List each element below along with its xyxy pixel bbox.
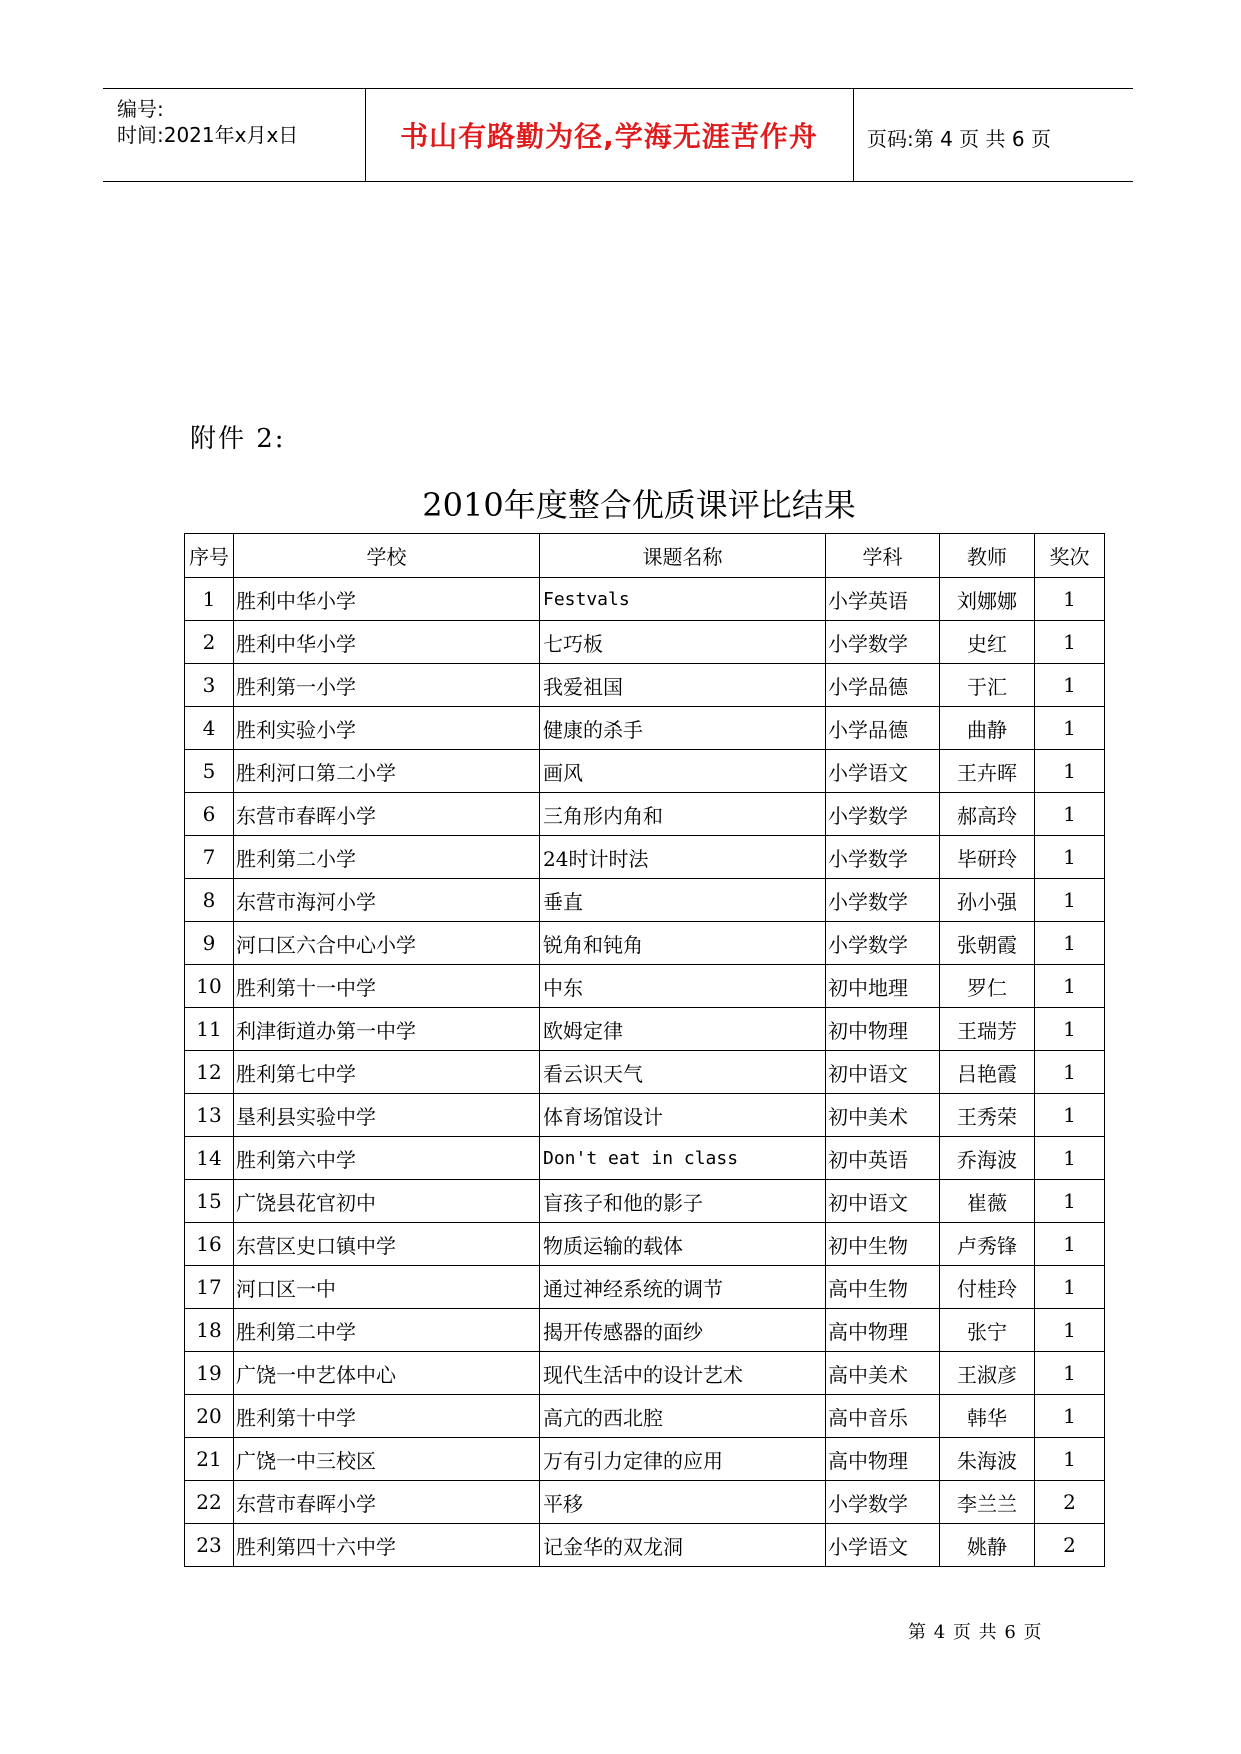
cell-topic: 万有引力定律的应用 <box>540 1438 826 1481</box>
cell-school: 广饶县花官初中 <box>234 1180 540 1223</box>
cell-topic: 垂直 <box>540 879 826 922</box>
cell-subject: 小学数学 <box>826 836 940 879</box>
header-award: 奖次 <box>1035 534 1105 578</box>
cell-topic: 七巧板 <box>540 621 826 664</box>
cell-teacher: 刘娜娜 <box>940 578 1035 621</box>
cell-teacher: 吕艳霞 <box>940 1051 1035 1094</box>
cell-topic: 我爱祖国 <box>540 664 826 707</box>
cell-subject: 初中语文 <box>826 1051 940 1094</box>
table-row <box>185 1051 1105 1094</box>
cell-no: 21 <box>185 1438 234 1481</box>
cell-teacher: 韩华 <box>940 1395 1035 1438</box>
cell-award: 1 <box>1035 664 1105 707</box>
cell-topic: 体育场馆设计 <box>540 1094 826 1137</box>
cell-no: 13 <box>185 1094 234 1137</box>
cell-topic: 现代生活中的设计艺术 <box>540 1352 826 1395</box>
cell-no: 7 <box>185 836 234 879</box>
cell-school: 胜利第二中学 <box>234 1309 540 1352</box>
cell-school: 胜利实验小学 <box>234 707 540 750</box>
table-row <box>185 1352 1105 1395</box>
cell-teacher: 张宁 <box>940 1309 1035 1352</box>
cell-school: 胜利河口第二小学 <box>234 750 540 793</box>
cell-award: 1 <box>1035 750 1105 793</box>
cell-topic: 盲孩子和他的影子 <box>540 1180 826 1223</box>
cell-no: 5 <box>185 750 234 793</box>
cell-award: 1 <box>1035 1137 1105 1180</box>
header-motto: 书山有路勤为径,学海无涯苦作舟 <box>400 120 818 153</box>
table-row <box>185 1008 1105 1051</box>
cell-award: 1 <box>1035 1094 1105 1137</box>
table-row <box>185 621 1105 664</box>
table-row <box>185 664 1105 707</box>
table-row <box>185 578 1105 621</box>
cell-topic: 中东 <box>540 965 826 1008</box>
cell-teacher: 郝高玲 <box>940 793 1035 836</box>
cell-award: 1 <box>1035 1352 1105 1395</box>
cell-no: 16 <box>185 1223 234 1266</box>
cell-no: 18 <box>185 1309 234 1352</box>
cell-teacher: 崔薇 <box>940 1180 1035 1223</box>
header-page-cell <box>853 89 1133 181</box>
table-row <box>185 836 1105 879</box>
cell-teacher: 于汇 <box>940 664 1035 707</box>
cell-teacher: 张朝霞 <box>940 922 1035 965</box>
table-row <box>185 1094 1105 1137</box>
cell-no: 17 <box>185 1266 234 1309</box>
cell-teacher: 王瑞芳 <box>940 1008 1035 1051</box>
cell-award: 1 <box>1035 1008 1105 1051</box>
cell-no: 19 <box>185 1352 234 1395</box>
cell-school: 胜利第十中学 <box>234 1395 540 1438</box>
table-row <box>185 1309 1105 1352</box>
cell-subject: 小学语文 <box>826 1524 940 1567</box>
cell-no: 6 <box>185 793 234 836</box>
cell-teacher: 史红 <box>940 621 1035 664</box>
cell-award: 2 <box>1035 1524 1105 1567</box>
cell-topic: 揭开传感器的面纱 <box>540 1309 826 1352</box>
cell-no: 9 <box>185 922 234 965</box>
cell-no: 22 <box>185 1481 234 1524</box>
table-row <box>185 922 1105 965</box>
cell-school: 胜利第一小学 <box>234 664 540 707</box>
cell-award: 1 <box>1035 1051 1105 1094</box>
header-topic: 课题名称 <box>540 534 826 578</box>
results-table <box>184 533 1105 1567</box>
cell-topic: 画风 <box>540 750 826 793</box>
cell-school: 胜利第七中学 <box>234 1051 540 1094</box>
table-row <box>185 1223 1105 1266</box>
cell-no: 20 <box>185 1395 234 1438</box>
cell-topic: 24时计时法 <box>540 836 826 879</box>
table-row <box>185 1266 1105 1309</box>
cell-school: 胜利第十一中学 <box>234 965 540 1008</box>
table-row <box>185 879 1105 922</box>
cell-no: 10 <box>185 965 234 1008</box>
cell-subject: 小学语文 <box>826 750 940 793</box>
cell-school: 广饶一中三校区 <box>234 1438 540 1481</box>
cell-subject: 初中生物 <box>826 1223 940 1266</box>
cell-topic: 平移 <box>540 1481 826 1524</box>
table-row <box>185 1180 1105 1223</box>
cell-school: 东营市海河小学 <box>234 879 540 922</box>
cell-topic: 高亢的西北腔 <box>540 1395 826 1438</box>
cell-school: 胜利第六中学 <box>234 1137 540 1180</box>
cell-teacher: 罗仁 <box>940 965 1035 1008</box>
cell-award: 1 <box>1035 793 1105 836</box>
cell-subject: 小学品德 <box>826 707 940 750</box>
cell-school: 利津街道办第一中学 <box>234 1008 540 1051</box>
cell-no: 2 <box>185 621 234 664</box>
table-body <box>185 578 1105 1567</box>
cell-no: 12 <box>185 1051 234 1094</box>
cell-school: 胜利第二小学 <box>234 836 540 879</box>
cell-award: 1 <box>1035 1266 1105 1309</box>
cell-award: 1 <box>1035 1395 1105 1438</box>
cell-subject: 高中物理 <box>826 1309 940 1352</box>
cell-subject: 小学数学 <box>826 793 940 836</box>
header-info-cell <box>103 89 366 181</box>
header-teacher: 教师 <box>940 534 1035 578</box>
cell-no: 15 <box>185 1180 234 1223</box>
page-header <box>103 88 1133 182</box>
cell-no: 23 <box>185 1524 234 1567</box>
cell-topic: 记金华的双龙洞 <box>540 1524 826 1567</box>
table-row <box>185 965 1105 1008</box>
cell-award: 1 <box>1035 922 1105 965</box>
cell-teacher: 孙小强 <box>940 879 1035 922</box>
cell-teacher: 付桂玲 <box>940 1266 1035 1309</box>
cell-teacher: 王淑彦 <box>940 1352 1035 1395</box>
cell-award: 1 <box>1035 1223 1105 1266</box>
cell-school: 胜利中华小学 <box>234 621 540 664</box>
cell-teacher: 朱海波 <box>940 1438 1035 1481</box>
cell-topic: 看云识天气 <box>540 1051 826 1094</box>
attachment-label: 附件 2: <box>190 424 286 454</box>
table-row <box>185 707 1105 750</box>
cell-topic: Festvals <box>540 578 826 621</box>
cell-award: 1 <box>1035 1309 1105 1352</box>
cell-topic: 健康的杀手 <box>540 707 826 750</box>
cell-topic: 物质运输的载体 <box>540 1223 826 1266</box>
cell-award: 1 <box>1035 1180 1105 1223</box>
table-row <box>185 1137 1105 1180</box>
cell-teacher: 毕研玲 <box>940 836 1035 879</box>
cell-subject: 小学品德 <box>826 664 940 707</box>
cell-award: 1 <box>1035 836 1105 879</box>
header-school: 学校 <box>234 534 540 578</box>
header-subject: 学科 <box>826 534 940 578</box>
cell-teacher: 姚静 <box>940 1524 1035 1567</box>
cell-teacher: 卢秀锋 <box>940 1223 1035 1266</box>
cell-award: 1 <box>1035 578 1105 621</box>
cell-subject: 小学数学 <box>826 879 940 922</box>
cell-subject: 小学数学 <box>826 1481 940 1524</box>
cell-subject: 高中物理 <box>826 1438 940 1481</box>
table-row <box>185 1395 1105 1438</box>
cell-award: 1 <box>1035 879 1105 922</box>
document-title: 2010年度整合优质课评比结果 <box>422 486 856 524</box>
cell-subject: 小学数学 <box>826 621 940 664</box>
cell-award: 1 <box>1035 965 1105 1008</box>
cell-subject: 初中英语 <box>826 1137 940 1180</box>
cell-topic: 锐角和钝角 <box>540 922 826 965</box>
cell-school: 河口区六合中心小学 <box>234 922 540 965</box>
table-row <box>185 750 1105 793</box>
table-row <box>185 1481 1105 1524</box>
cell-school: 东营市春晖小学 <box>234 1481 540 1524</box>
cell-teacher: 王秀荣 <box>940 1094 1035 1137</box>
cell-no: 3 <box>185 664 234 707</box>
table-row <box>185 793 1105 836</box>
table-row <box>185 1524 1105 1567</box>
header-page-info: 页码:第 4 页 共 6 页 <box>867 127 1051 151</box>
cell-award: 1 <box>1035 621 1105 664</box>
cell-school: 胜利第四十六中学 <box>234 1524 540 1567</box>
cell-no: 8 <box>185 879 234 922</box>
document-number-label: 编号: <box>117 97 164 121</box>
results-table-wrapper <box>184 533 1105 1567</box>
cell-topic: 三角形内角和 <box>540 793 826 836</box>
header-no: 序号 <box>185 534 234 578</box>
cell-topic: Don't eat in class <box>540 1137 826 1180</box>
cell-no: 1 <box>185 578 234 621</box>
cell-award: 2 <box>1035 1481 1105 1524</box>
cell-no: 11 <box>185 1008 234 1051</box>
cell-teacher: 李兰兰 <box>940 1481 1035 1524</box>
header-motto-cell <box>365 89 854 181</box>
table-header-row <box>185 534 1105 578</box>
cell-school: 东营区史口镇中学 <box>234 1223 540 1266</box>
cell-school: 河口区一中 <box>234 1266 540 1309</box>
cell-no: 4 <box>185 707 234 750</box>
cell-school: 胜利中华小学 <box>234 578 540 621</box>
page-footer: 第 4 页 共 6 页 <box>908 1622 1043 1643</box>
cell-award: 1 <box>1035 1438 1105 1481</box>
cell-subject: 高中生物 <box>826 1266 940 1309</box>
cell-topic: 通过神经系统的调节 <box>540 1266 826 1309</box>
cell-teacher: 王卉晖 <box>940 750 1035 793</box>
document-time-label: 时间:2021年x月x日 <box>117 123 299 147</box>
cell-subject: 初中物理 <box>826 1008 940 1051</box>
cell-award: 1 <box>1035 707 1105 750</box>
cell-subject: 初中语文 <box>826 1180 940 1223</box>
cell-teacher: 乔海波 <box>940 1137 1035 1180</box>
cell-subject: 高中美术 <box>826 1352 940 1395</box>
cell-subject: 高中音乐 <box>826 1395 940 1438</box>
cell-teacher: 曲静 <box>940 707 1035 750</box>
cell-topic: 欧姆定律 <box>540 1008 826 1051</box>
cell-no: 14 <box>185 1137 234 1180</box>
cell-subject: 初中美术 <box>826 1094 940 1137</box>
cell-school: 广饶一中艺体中心 <box>234 1352 540 1395</box>
table-row <box>185 1438 1105 1481</box>
cell-school: 东营市春晖小学 <box>234 793 540 836</box>
cell-subject: 初中地理 <box>826 965 940 1008</box>
cell-school: 垦利县实验中学 <box>234 1094 540 1137</box>
cell-subject: 小学英语 <box>826 578 940 621</box>
cell-subject: 小学数学 <box>826 922 940 965</box>
